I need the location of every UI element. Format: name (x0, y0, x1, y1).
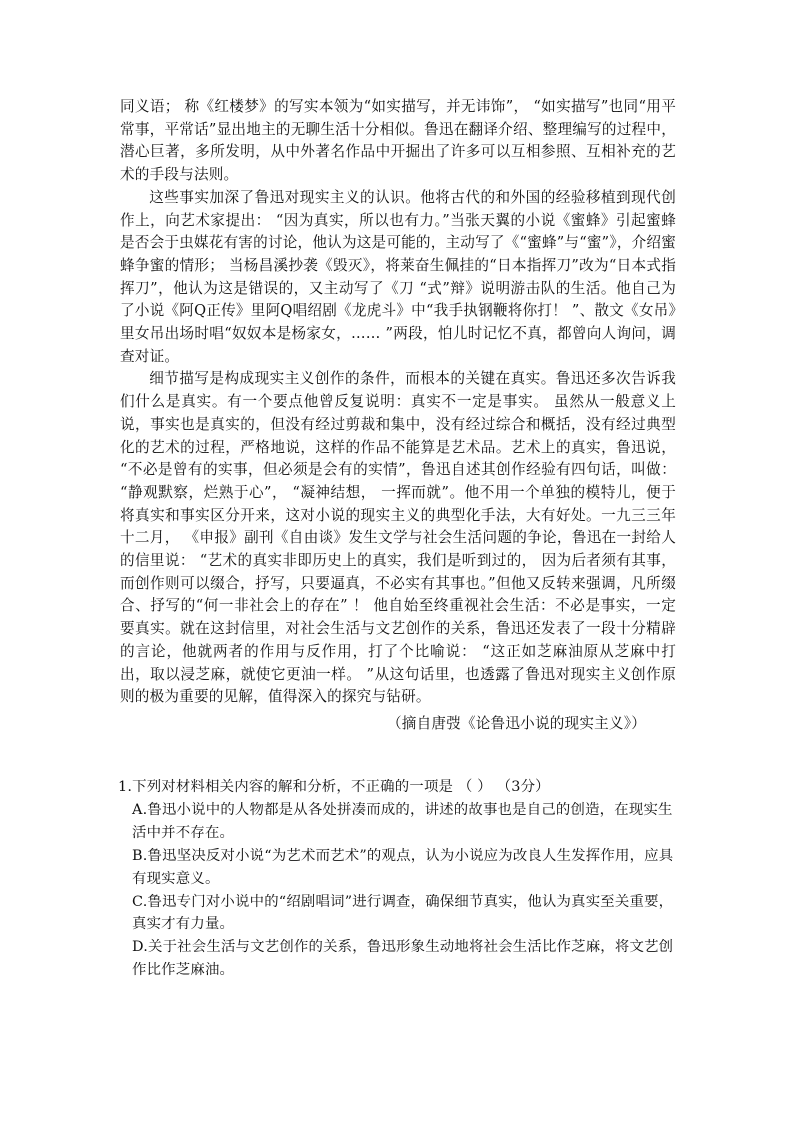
option-d: D.关于社会生活与文艺创作的关系，鲁迅形象生动地将社会生活比作芝麻，将文艺创作比作芝麻油。 (132, 939, 674, 979)
article-paragraph-1: 同义语； 称《红楼梦》的写实本领为“如实描写，并无讳饰”， “如实描写”也同“用平常事，平常话”显出地主的无聊生活十分相似。鲁迅在翻译介绍、整理编写的过程中，潜心巨著，多所发明，从中外著名作品中开掘出了许多可以互相参照、互相补充的艺术的手段与法则。 (120, 98, 676, 184)
article-paragraph-2: 这些事实加深了鲁迅对现实主义的认识。他将古代的和外国的经验移植到现代创作上，向艺术家提出： “因为真实，所以也有力。”当张天翼的小说《蜜蜂》引起蜜蜂是否会于虫媒花有害的讨论，他认为这是可能的，主动写了《“蜜蜂”与“蜜”》，介绍蜜蜂争蜜的情形； 当杨昌溪抄袭《毁灭》，将莱奋生佩挂的“日本指挥刀”改为“日本式指挥刀”，他认为这是错误的，又主动写了《刀 “式”辩》说明游击队的生活。他自己为了小说《阿Q正传》里阿Q唱绍剧《龙虎斗》中“我手执钢鞭将你打！ ”、散文《女吊》里女吊出场时唱“奴奴本是杨家女，…… ”两段，怕儿时记忆不真，都曾向人询问，调查对证。 (120, 188, 676, 365)
question-stem: 1.下列对材料相关内容的解和分析，不正确的一项是 （ ） （3分） (118, 779, 550, 795)
article (120, 96, 676, 736)
option-c: C.鲁迅专门对小说中的“绍剧唱词”进行调查，确保细节真实，他认为真实至关重要，真实才有力量。 (132, 893, 674, 933)
article-paragraph-3: 细节描写是构成现实主义创作的条件，而根本的关键在真实。鲁迅还多次告诉我们什么是真实。有一个要点他曾反复说明：真实不一定是事实。 虽然从一般意义上说，事实也是真实的，但没有经过剪裁和集中，没有经过综合和概括，没有经过典型化的艺术的过程，严格地说，这样的作品不能算是艺术品。艺术上的真实，鲁迅说， “不必是曾有的实事，但必须是会有的实情”，鲁迅自述其创作经验有四句话，叫做： “静观默察，烂熟于心”， “凝神结想， 一挥而就”。他不用一个单独的模特儿，便于将真实和事实区分开来，这对小说的现实主义的典型化手法，大有好处。一九三三年十二月， 《申报》副刊《自由谈》发生文学与社会生活问题的争论，鲁迅在一封给人的信里说： “艺术的真实非即历史上的真实，我们是听到过的， 因为后者须有其事，而创作则可以缀合，抒写，只要逼真，不必实有其事也。”但他又反转来强调，凡所缀合、抒写的“何一非社会上的存在” ！ 他自始至终重视社会生活：不必是事实，一定要真实。就在这封信里，对社会生活与文艺创作的关系，鲁迅还发表了一段十分精辟的言论，他就两者的作用与反作用，打了个比喻说： “这正如芝麻油原从芝麻中打出，取以浸芝麻，就使它更油一样。 ”从这句话里，也透露了鲁迅对现实主义创作原则的极为重要的见解，值得深入的探究与钻研。 (120, 370, 676, 706)
question-1 (118, 776, 684, 982)
option-a: A.鲁迅小说中的人物都是从各处拼凑而成的，讲述的故事也是自己的创造，在现实生活中并不存在。 (132, 801, 673, 841)
option-b: B.鲁迅坚决反对小说“为艺术而艺术”的观点，认为小说应为改良人生发挥作用，应具有现实意义。 (132, 847, 674, 887)
article-source: （摘自唐弢《论鲁迅小说的现实主义》） (387, 714, 646, 732)
